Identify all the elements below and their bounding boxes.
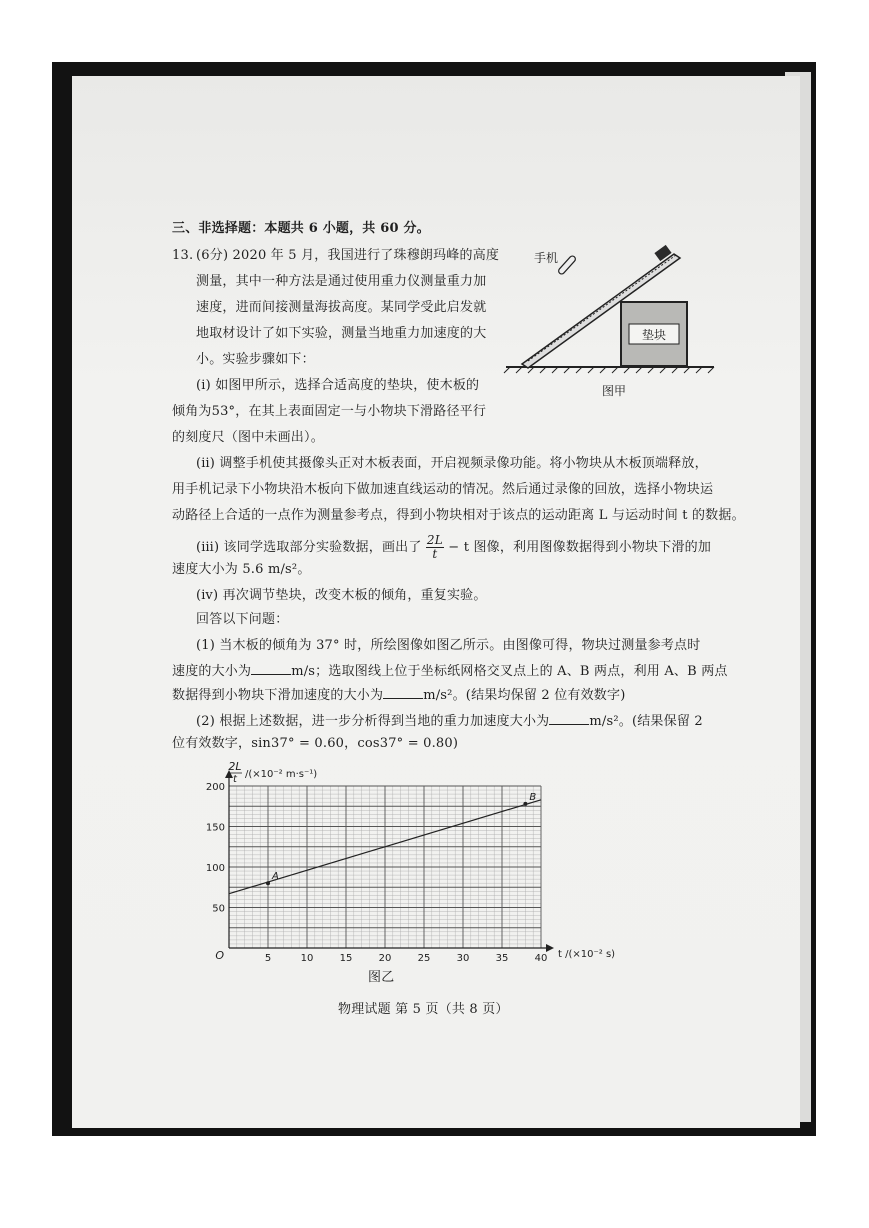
point-label-a: A (272, 871, 279, 883)
block-label: 垫块 (641, 328, 667, 342)
part2-text-a: (2) 根据上述数据，进一步分析得到当地的重力加速度大小为 (196, 714, 550, 729)
step-iii-text-b: − t 图像，利用图像数据得到小物块下滑的加 (448, 540, 712, 555)
point-label-b: B (529, 791, 537, 803)
part1-line-1: (1) 当木板的倾角为 37° 时，所绘图像如图乙所示。由图像可得，物块过测量参考点时 (196, 638, 701, 653)
y-label-denominator: t (233, 774, 237, 785)
part2-text-b: m/s²。(结果保留 2 (589, 714, 703, 729)
step-i-line-2: 倾角为53°，在其上表面固定一与小物块下滑路径平行 (172, 404, 487, 419)
intro-line-3: 速度，进而间接测量海拔高度。某同学受此启发就 (196, 300, 487, 315)
step-ii-line-3: 动路径上合适的一点作为测量参考点，得到小物块相对于该点的运动距离 L 与运动时间 t 的数据。 (172, 508, 745, 523)
step-iii-line-1 (196, 532, 711, 564)
data-point-a (266, 881, 270, 885)
y-tick-label: 200 (205, 782, 225, 793)
step-iii-line-2: 速度大小为 5.6 m/s²。 (172, 562, 311, 577)
intro-line-5: 小。实验步骤如下： (196, 352, 315, 367)
y-tick-label: 150 (205, 822, 225, 834)
part1-line-2 (172, 662, 728, 680)
answer-blank-velocity[interactable] (251, 662, 291, 675)
figure-yi-chart (196, 758, 626, 963)
page-footer: 物理试题 第 5 页（共 8 页） (338, 1002, 509, 1017)
part1-text-b: m/s；选取图线上位于坐标纸网格交叉点上的 A、B 两点，利用 A、B 两点 (291, 664, 728, 679)
fraction-numerator: 2L (426, 533, 443, 547)
step-ii-line-2: 用手机记录下小物块沿木板向下做加速直线运动的情况。然后通过录像的回放，选择小物块运 (172, 482, 714, 497)
x-tick-label: 15 (339, 953, 353, 963)
x-tick-label: 40 (534, 953, 548, 963)
y-tick-label: 100 (205, 863, 225, 874)
part2-line-2: 位有效数字，sin37° = 0.60，cos37° = 0.80) (172, 736, 459, 751)
part1-line-3 (172, 686, 625, 704)
x-label: t /(×10⁻² s) (558, 949, 616, 960)
intro-line-1: (6分) 2020 年 5 月，我国进行了珠穆朗玛峰的高度 (196, 248, 500, 263)
intro-line-4: 地取材设计了如下实验，测量当地重力加速度的大 (196, 326, 487, 341)
x-axis-arrow (546, 944, 554, 952)
answer-blank-acceleration[interactable] (383, 686, 423, 699)
figure-jia-caption: 图甲 (602, 384, 627, 398)
step-iii-text-a: (ⅲ) 该同学选取部分实验数据，画出了 (196, 540, 422, 555)
step-iii-fraction (426, 534, 444, 561)
part2-line-1 (196, 712, 703, 730)
phone-icon (557, 255, 576, 275)
fraction-denominator: t (432, 547, 438, 561)
figure-yi-caption: 图乙 (368, 970, 395, 985)
step-ii-line-1: (ⅱ) 调整手机使其摄像头正对木板表面，开启视频录像功能。将小物块从木板顶端释放， (196, 456, 708, 471)
answer-blank-gravity[interactable] (549, 712, 589, 725)
step-i-line-3: 的刻度尺（图中未画出）。 (172, 430, 324, 445)
question-number: 13. (172, 248, 194, 263)
x-tick-label: 30 (456, 953, 470, 963)
x-tick-label: 20 (378, 953, 392, 963)
intro-line-2: 测量，其中一种方法是通过使用重力仪测量重力加 (196, 274, 487, 289)
figure-jia (498, 240, 723, 405)
part1-text-d: m/s²。(结果均保留 2 位有效数字) (423, 688, 626, 703)
x-tick-label: 5 (264, 953, 272, 963)
section-heading: 三、非选择题：本题共 6 小题，共 60 分。 (172, 221, 430, 236)
answer-prompt: 回答以下问题： (196, 612, 289, 627)
data-point-b (523, 802, 527, 806)
y-label-numerator: 2L (228, 760, 242, 773)
part1-text-a: 速度的大小为 (172, 664, 252, 679)
x-tick-label: 10 (300, 953, 314, 963)
x-tick-label: 35 (495, 953, 509, 963)
y-tick-label: 50 (212, 903, 225, 915)
step-iv: (ⅳ) 再次调节垫块，改变木板的倾角，重复实验。 (196, 588, 487, 603)
step-i-line-1: (ⅰ) 如图甲所示，选择合适高度的垫块，使木板的 (196, 378, 480, 393)
part1-text-c: 数据得到小物块下滑加速度的大小为 (172, 688, 384, 703)
x-tick-label: 25 (417, 953, 431, 963)
phone-label: 手机 (534, 251, 559, 265)
y-label-unit: /(×10⁻² m·s⁻¹) (245, 769, 318, 780)
origin-label: O (215, 949, 224, 962)
